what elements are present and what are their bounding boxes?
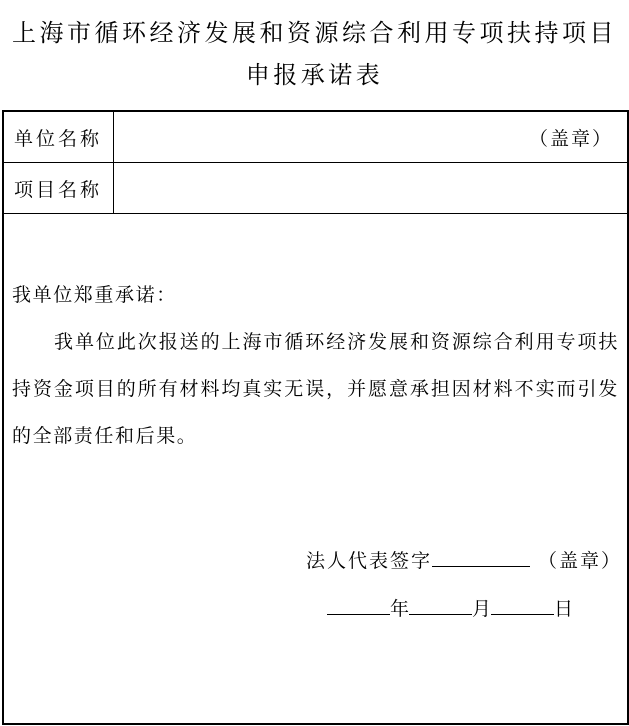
pledge-paragraph: 我单位此次报送的上海市循环经济发展和资源综合利用专项扶持资金项目的所有材料均真实无误，并愿意承担因材料不实而引发的全部责任和后果。: [12, 331, 619, 447]
unit-name-field[interactable]: [114, 112, 627, 162]
project-name-field[interactable]: [114, 163, 627, 213]
form-row-unit-name: [4, 112, 627, 163]
unit-name-label: 单位名称: [4, 112, 114, 162]
date-line: [327, 594, 573, 621]
document-title-line-2: 申报承诺表: [245, 61, 384, 89]
project-name-label: 项目名称: [4, 163, 114, 213]
month-blank[interactable]: [409, 596, 472, 615]
day-blank[interactable]: [491, 596, 554, 615]
pledge-section: [12, 272, 619, 460]
signature-label: 法人代表签字: [306, 550, 433, 572]
year-label: 年: [390, 598, 410, 620]
signature-line: [306, 546, 622, 573]
commitment-form: [2, 110, 629, 725]
day-label: 日: [554, 598, 574, 620]
form-row-project-name: [4, 163, 627, 214]
signature-stamp-note: （盖章）: [538, 550, 623, 572]
pledge-heading: 我单位郑重承诺：: [12, 284, 177, 306]
year-blank[interactable]: [327, 596, 390, 615]
unit-name-stamp-note: （盖章）: [528, 127, 613, 150]
month-label: 月: [472, 598, 492, 620]
signature-blank[interactable]: [432, 548, 530, 567]
document-title-line-1: 上海市循环经济发展和资源综合利用专项扶持项目: [12, 19, 617, 47]
